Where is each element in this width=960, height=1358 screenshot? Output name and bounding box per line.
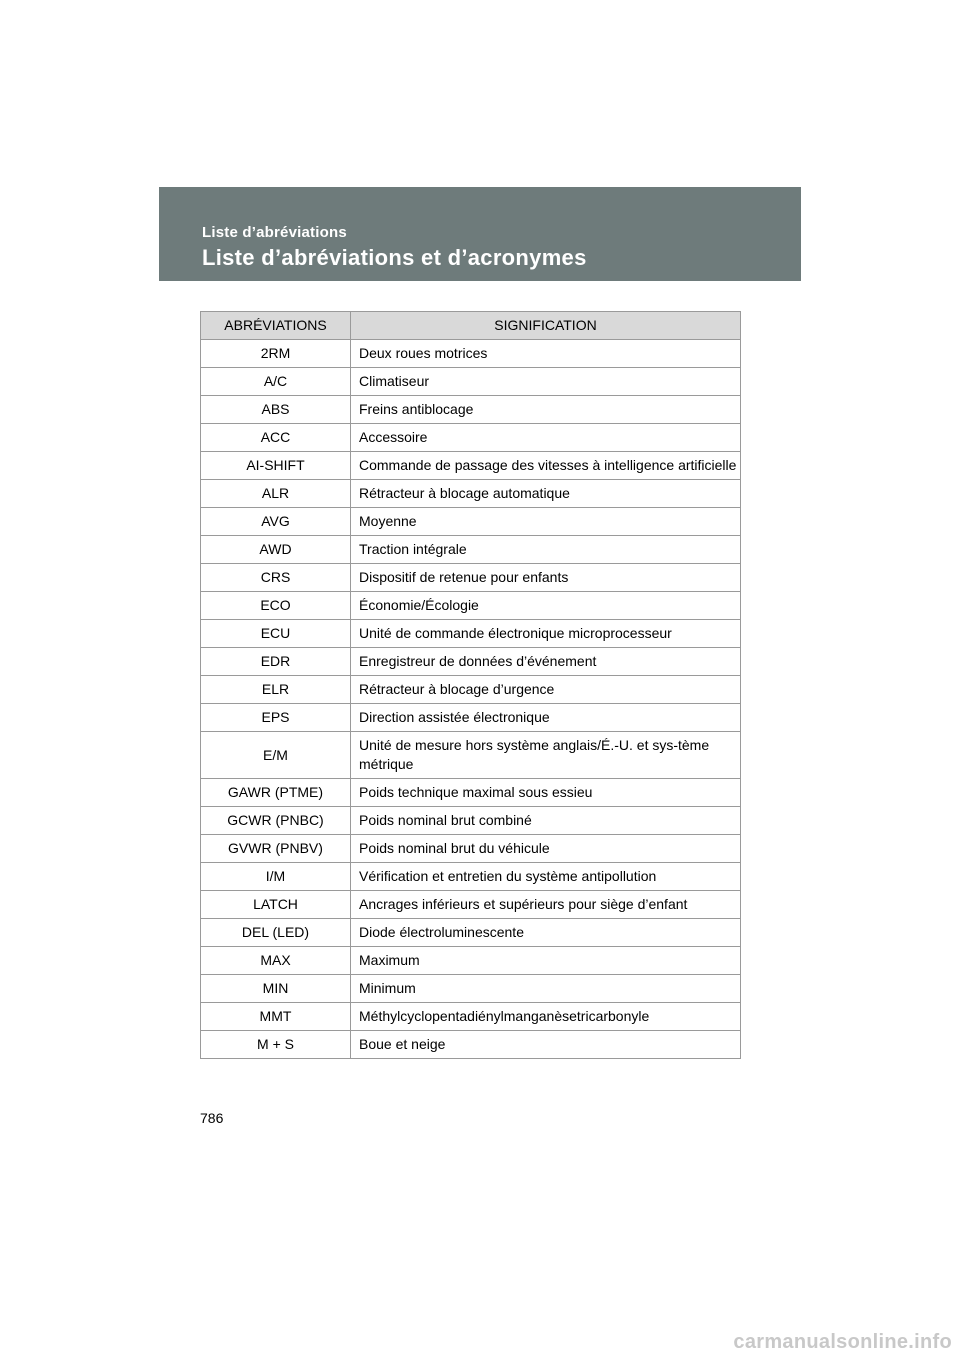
abbreviation-cell: CRS xyxy=(201,564,351,592)
abbreviation-cell: EDR xyxy=(201,648,351,676)
page-title: Liste d’abréviations et d’acronymes xyxy=(202,245,587,270)
table-row xyxy=(201,732,741,779)
abbreviation-cell: EPS xyxy=(201,704,351,732)
table-row xyxy=(201,564,741,592)
abbreviation-cell: MIN xyxy=(201,975,351,1003)
meaning-cell: Maximum xyxy=(351,947,741,975)
meaning-cell: Accessoire xyxy=(351,424,741,452)
meaning-cell: Traction intégrale xyxy=(351,536,741,564)
meaning-cell: Poids technique maximal sous essieu xyxy=(351,779,741,807)
abbreviation-cell: ACC xyxy=(201,424,351,452)
meaning-cell: Enregistreur de données d’événement xyxy=(351,648,741,676)
table-row xyxy=(201,704,741,732)
meaning-cell: Unité de mesure hors système anglais/É.-U. et sys-tème métrique xyxy=(351,732,741,779)
abbreviation-cell: GVWR (PNBV) xyxy=(201,835,351,863)
meaning-cell: Dispositif de retenue pour enfants xyxy=(351,564,741,592)
meaning-cell: Freins antiblocage xyxy=(351,396,741,424)
abbreviation-cell: ECU xyxy=(201,620,351,648)
meaning-cell: Rétracteur à blocage d’urgence xyxy=(351,676,741,704)
abbreviation-cell: AI-SHIFT xyxy=(201,452,351,480)
meaning-cell: Économie/Écologie xyxy=(351,592,741,620)
meaning-cell: Vérification et entretien du système antipollution xyxy=(351,863,741,891)
table-row xyxy=(201,919,741,947)
table-row xyxy=(201,975,741,1003)
abbreviation-cell: A/C xyxy=(201,368,351,396)
table-row xyxy=(201,863,741,891)
table-row xyxy=(201,835,741,863)
meaning-cell: Poids nominal brut du véhicule xyxy=(351,835,741,863)
meaning-cell: Commande de passage des vitesses à intelligence artificielle xyxy=(351,452,741,480)
column-header-signification: SIGNIFICATION xyxy=(351,312,741,340)
table-row xyxy=(201,620,741,648)
meaning-cell: Minimum xyxy=(351,975,741,1003)
page-number: 786 xyxy=(200,1110,224,1126)
abbreviation-cell: GAWR (PTME) xyxy=(201,779,351,807)
table-row xyxy=(201,947,741,975)
abbreviation-cell: DEL (LED) xyxy=(201,919,351,947)
watermark: carmanualsonline.info xyxy=(733,1331,952,1353)
meaning-cell: Méthylcyclopentadiénylmanganèsetricarbonyle xyxy=(351,1003,741,1031)
abbreviation-cell: ALR xyxy=(201,480,351,508)
abbreviation-cell: ELR xyxy=(201,676,351,704)
table-row xyxy=(201,424,741,452)
abbreviation-cell: 2RM xyxy=(201,340,351,368)
meaning-cell: Direction assistée électronique xyxy=(351,704,741,732)
meaning-cell: Poids nominal brut combiné xyxy=(351,807,741,835)
section-header xyxy=(159,187,801,281)
table-row xyxy=(201,1031,741,1059)
table-header-row xyxy=(201,312,741,340)
table-body xyxy=(201,340,741,1059)
meaning-cell: Climatiseur xyxy=(351,368,741,396)
table-row xyxy=(201,648,741,676)
column-header-abbreviations: ABRÉVIATIONS xyxy=(201,312,351,340)
abbreviation-cell: LATCH xyxy=(201,891,351,919)
abbreviation-cell: GCWR (PNBC) xyxy=(201,807,351,835)
table-row xyxy=(201,592,741,620)
abbreviation-cell: ABS xyxy=(201,396,351,424)
table-row xyxy=(201,508,741,536)
abbreviations-table xyxy=(200,311,741,1059)
meaning-cell: Boue et neige xyxy=(351,1031,741,1059)
abbreviation-cell: M + S xyxy=(201,1031,351,1059)
meaning-cell: Rétracteur à blocage automatique xyxy=(351,480,741,508)
section-label: Liste d’abréviations xyxy=(202,224,347,241)
abbreviation-cell: I/M xyxy=(201,863,351,891)
meaning-cell: Moyenne xyxy=(351,508,741,536)
meaning-cell: Unité de commande électronique microprocesseur xyxy=(351,620,741,648)
table-row xyxy=(201,891,741,919)
abbreviation-cell: AWD xyxy=(201,536,351,564)
meaning-cell: Diode électroluminescente xyxy=(351,919,741,947)
abbreviation-cell: AVG xyxy=(201,508,351,536)
abbreviation-cell: MMT xyxy=(201,1003,351,1031)
table-row xyxy=(201,807,741,835)
meaning-cell: Deux roues motrices xyxy=(351,340,741,368)
table-row xyxy=(201,536,741,564)
table-row xyxy=(201,779,741,807)
abbreviation-cell: ECO xyxy=(201,592,351,620)
table-row xyxy=(201,452,741,480)
table-row xyxy=(201,1003,741,1031)
table-row xyxy=(201,396,741,424)
abbreviation-cell: MAX xyxy=(201,947,351,975)
meaning-cell: Ancrages inférieurs et supérieurs pour siège d’enfant xyxy=(351,891,741,919)
abbreviation-cell: E/M xyxy=(201,732,351,779)
table-row xyxy=(201,340,741,368)
table-row xyxy=(201,676,741,704)
table-row xyxy=(201,480,741,508)
table-row xyxy=(201,368,741,396)
